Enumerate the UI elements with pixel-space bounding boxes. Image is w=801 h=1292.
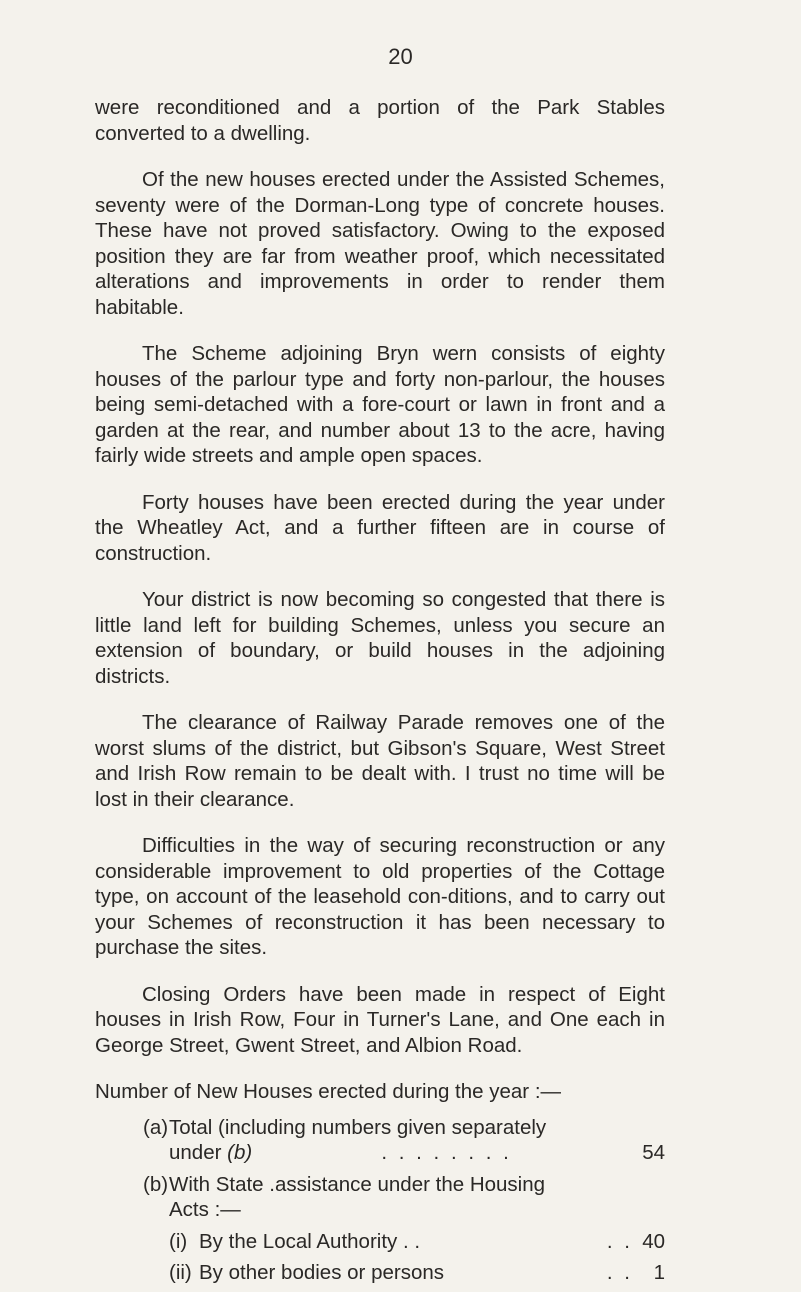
paragraph-reconstruction: Difficulties in the way of securing reconstruction or any considerable improvement to old properties of the Cottage type, on account of the leasehold con-ditions, and to carry out your Schemes of reconstruction it has been necessary to purchase the sites. <box>95 834 665 959</box>
paragraph-clearance: The clearance of Railway Parade removes one of the worst slums of the district, but Gibson's Square, West Street and Irish Row remain to be dealt with. I trust no time will be lost in their clearance. <box>95 711 665 811</box>
list-item-i <box>95 1229 665 1255</box>
paragraph-continuation: were reconditioned and a portion of the Park Stables converted to a dwelling. <box>95 96 665 145</box>
list-item-b <box>95 1172 665 1223</box>
list-item-b-line1: With State .assistance under the Housing <box>169 1172 546 1196</box>
list-label-a: (a) <box>143 1115 169 1139</box>
list-item-a-value: 54 <box>642 1141 665 1164</box>
list-item-a-leaders: . . . . . . . . <box>381 1141 512 1164</box>
list-item-ii-leaders: . . <box>606 1261 633 1284</box>
paragraph-wheatley-act: Forty houses have been erected during the year under the Wheatley Act, and a further fifteen are in course of construction. <box>95 490 665 565</box>
paragraph-closing-orders: Closing Orders have been made in respect of Eight houses in Irish Row, Four in Turner's Lane, and One each in George Street, Gwent Street, and Albion Road. <box>95 982 665 1057</box>
list-label-i: (i) <box>169 1229 188 1253</box>
list-item-a <box>95 1115 665 1166</box>
list-item-ii <box>95 1260 665 1286</box>
list-item-i-text: By the Local Authority . . <box>199 1229 421 1253</box>
list-item-a-line2-ref: (b) <box>227 1141 253 1164</box>
houses-list-heading: Number of New Houses erected during the year :— <box>95 1080 562 1103</box>
list-item-i-leaders: . . <box>606 1229 633 1253</box>
list-item-b-line2: Acts :— <box>169 1198 241 1221</box>
paragraph-congestion: Your district is now becoming so congested that there is little land left for building Schemes, unless you secure an extension of boundary, or build houses in the adjoining districts. <box>95 588 665 688</box>
list-label-b: (b) <box>143 1172 169 1196</box>
list-item-i-value: 40 <box>642 1229 665 1253</box>
page-number: 20 <box>388 44 413 69</box>
list-label-ii: (ii) <box>169 1261 192 1284</box>
document-body <box>95 95 665 1292</box>
paragraph-assisted-schemes: Of the new houses erected under the Assisted Schemes, seventy were of the Dorman-Long type of concrete houses. These have not proved satisfactory. Owing to the exposed position they are far from weather proof, which necessitated alterations and improvements in order to render them habitable. <box>95 168 665 319</box>
paragraph-bryn-wern-scheme: The Scheme adjoining Bryn wern consists of eighty houses of the parlour type and forty non-parlour, the houses being semi-detached with a fore-court or lawn in front and a garden at the rear, and number about 13 to the acre, having fairly wide streets and ample open spaces. <box>95 342 665 467</box>
list-item-a-line1: Total (including numbers given separately <box>169 1115 547 1139</box>
list-item-ii-text: By other bodies or persons <box>199 1261 444 1284</box>
list-item-a-line2-prefix: under <box>169 1141 228 1164</box>
list-item-ii-value: 1 <box>653 1261 665 1284</box>
